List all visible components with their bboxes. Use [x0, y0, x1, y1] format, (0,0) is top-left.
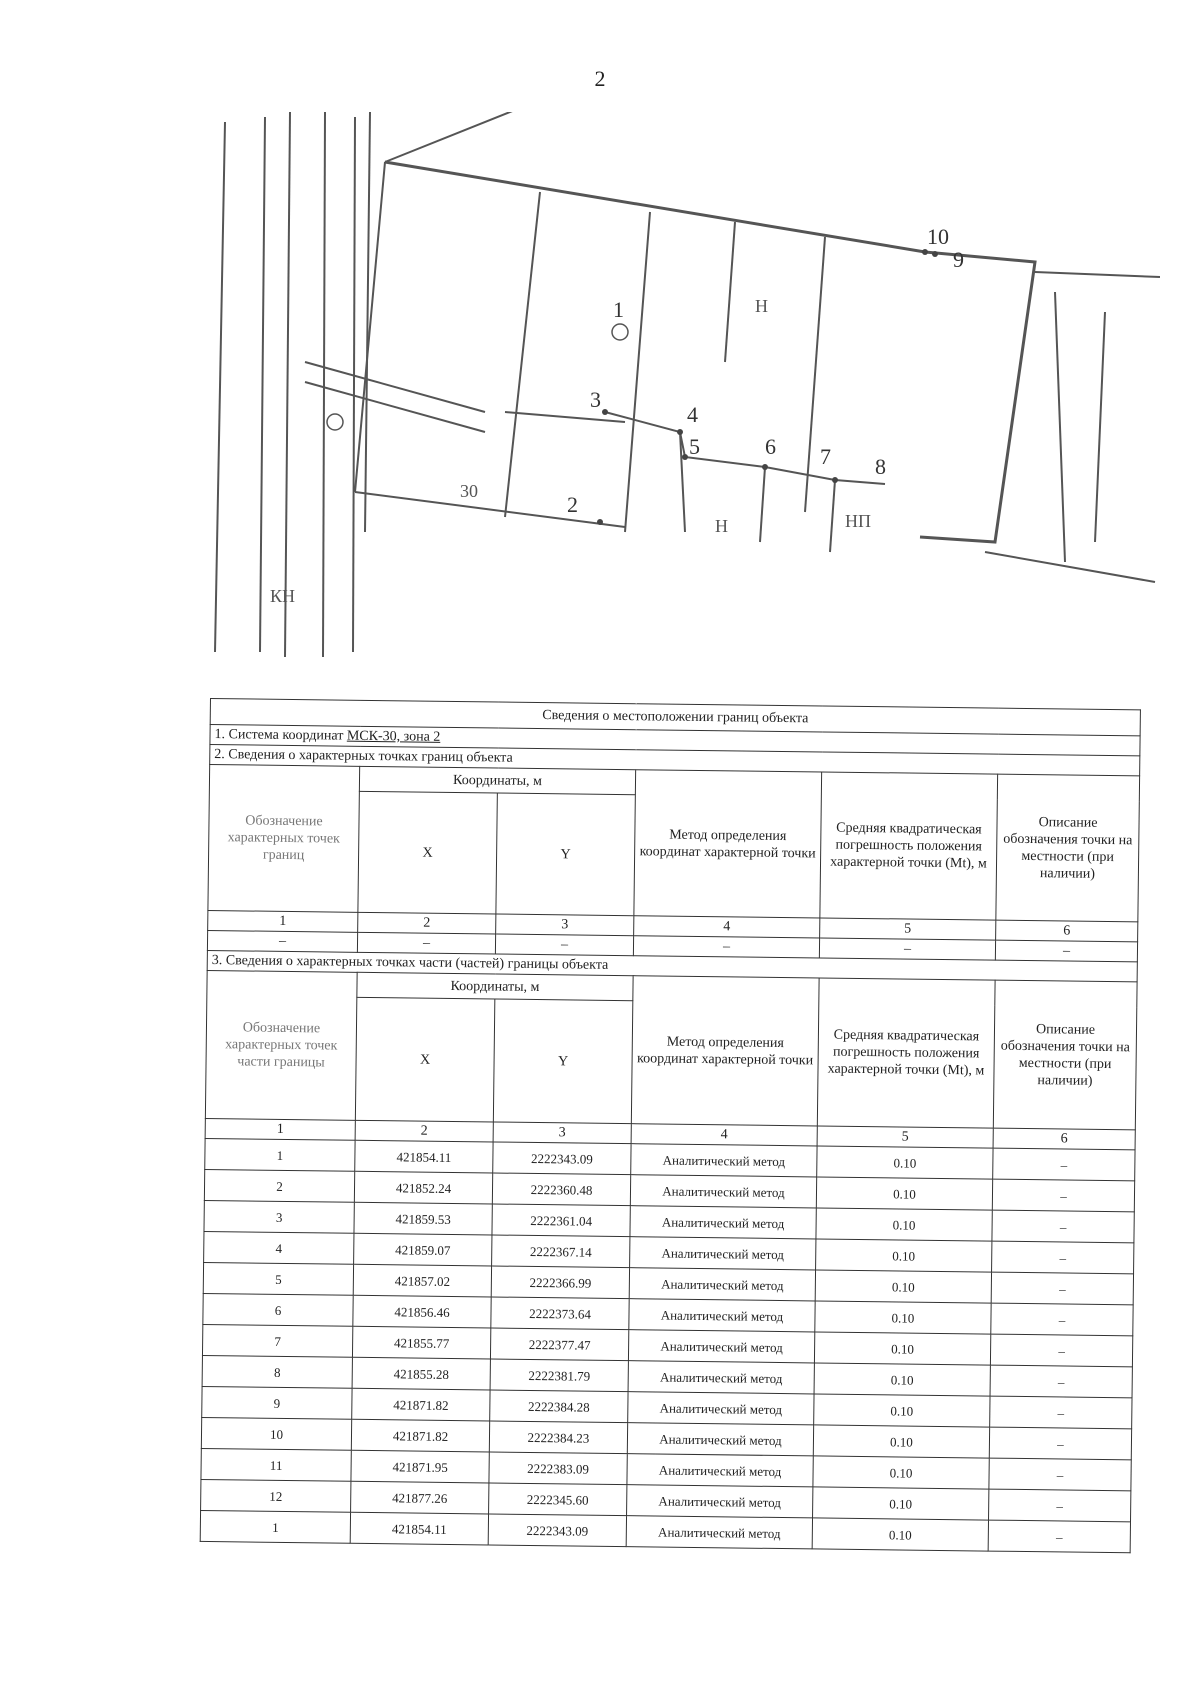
empty-cell: –	[207, 930, 357, 952]
y-coordinate: 2222360.48	[492, 1173, 630, 1206]
header-designation: Обозначение характерных точек границ	[208, 765, 360, 913]
y-coordinate: 2222361.04	[492, 1204, 630, 1237]
description-cell: –	[989, 1489, 1131, 1522]
accuracy-cell: 0.10	[814, 1332, 990, 1365]
map-annotation: КН	[270, 586, 296, 606]
empty-cell: –	[357, 932, 495, 954]
accuracy-cell: 0.10	[816, 1177, 992, 1210]
map-point-label: 9	[953, 247, 964, 272]
accuracy-cell: 0.10	[814, 1363, 990, 1396]
map-annotation: 30	[460, 481, 478, 501]
method-cell: Аналитический метод	[630, 1206, 816, 1239]
description-cell: –	[992, 1179, 1134, 1212]
col-number: 1	[208, 910, 358, 932]
point-number: 9	[202, 1386, 352, 1419]
y-coordinate: 2222343.09	[493, 1142, 631, 1175]
y-coordinate: 2222367.14	[492, 1235, 630, 1268]
x-coordinate: 421856.46	[353, 1295, 491, 1328]
map-point-label: 4	[687, 402, 698, 427]
description-cell: –	[990, 1365, 1132, 1398]
col-number: 1	[205, 1118, 355, 1140]
accuracy-cell: 0.10	[813, 1425, 989, 1458]
point-number: 6	[203, 1293, 353, 1326]
y-coordinate: 2222381.79	[490, 1359, 628, 1392]
header-method: Метод определения координат характерной точки	[634, 770, 822, 918]
x-coordinate: 421871.82	[352, 1388, 490, 1421]
col-number: 3	[496, 914, 634, 936]
header-x: X	[355, 997, 494, 1122]
map-point-label: 8	[875, 454, 886, 479]
point-number: 4	[204, 1231, 354, 1264]
accuracy-cell: 0.10	[813, 1487, 989, 1520]
description-cell: –	[989, 1458, 1131, 1491]
section-3-heading: 3. Сведения о характерных точках части (частей) границы объекта	[207, 950, 1137, 981]
table-title: Сведения о местоположении границ объекта	[210, 699, 1140, 736]
accuracy-cell: 0.10	[815, 1270, 991, 1303]
y-coordinate: 2222377.47	[490, 1328, 628, 1361]
y-coordinate: 2222383.09	[489, 1452, 627, 1485]
point-number: 7	[202, 1324, 352, 1357]
accuracy-cell: 0.10	[815, 1301, 991, 1334]
section-2-heading: 2. Сведения о характерных точках границ объекта	[210, 745, 1140, 776]
description-cell: –	[990, 1396, 1132, 1429]
description-cell: –	[992, 1210, 1134, 1243]
point-number: 12	[201, 1479, 351, 1512]
col-number: 2	[358, 912, 496, 934]
method-cell: Аналитический метод	[630, 1237, 816, 1270]
map-annotation: Н	[755, 296, 768, 316]
empty-cell: –	[995, 940, 1137, 962]
method-cell: Аналитический метод	[630, 1175, 816, 1208]
method-cell: Аналитический метод	[628, 1361, 814, 1394]
x-coordinate: 421854.11	[355, 1140, 493, 1173]
empty-cell: –	[819, 938, 995, 960]
point-number: 2	[204, 1169, 354, 1202]
accuracy-cell: 0.10	[816, 1239, 992, 1272]
col-number: 5	[817, 1126, 993, 1148]
point-number: 11	[201, 1448, 351, 1481]
col-number: 6	[996, 920, 1138, 942]
point-number: 8	[202, 1355, 352, 1388]
cadastral-map	[205, 112, 1160, 667]
x-coordinate: 421852.24	[354, 1171, 492, 1204]
x-coordinate: 421871.82	[351, 1419, 489, 1452]
point-number: 1	[205, 1138, 355, 1171]
method-cell: Аналитический метод	[626, 1516, 812, 1549]
map-annotation: Н	[715, 516, 728, 536]
x-coordinate: 421877.26	[351, 1481, 489, 1514]
x-coordinate: 421857.02	[353, 1264, 491, 1297]
empty-cell: –	[633, 936, 819, 958]
x-coordinate: 421859.53	[354, 1202, 492, 1235]
accuracy-cell: 0.10	[814, 1394, 990, 1427]
point-number: 10	[201, 1417, 351, 1450]
col-number: 4	[634, 916, 820, 938]
x-coordinate: 421855.28	[352, 1357, 490, 1390]
description-cell: –	[989, 1427, 1131, 1460]
header-description: Описание обозначения точки на местности (при наличии)	[993, 980, 1137, 1130]
empty-cell: –	[495, 934, 633, 956]
point-number: 5	[203, 1262, 353, 1295]
description-cell: –	[988, 1520, 1130, 1553]
method-cell: Аналитический метод	[628, 1330, 814, 1363]
map-point-label: 5	[689, 434, 700, 459]
description-cell: –	[990, 1334, 1132, 1367]
x-coordinate: 421859.07	[354, 1233, 492, 1266]
y-coordinate: 2222384.23	[489, 1421, 627, 1454]
header-accuracy: Средняя квадратическая погрешность положения характерной точки (Mt), м	[817, 978, 995, 1128]
header-accuracy: Средняя квадратическая погрешность положения характерной точки (Mt), м	[820, 772, 998, 920]
header-coordinates: Координаты, м	[357, 972, 633, 1000]
header-x: X	[358, 791, 497, 914]
col-number: 2	[355, 1120, 493, 1142]
col-number: 3	[493, 1122, 631, 1144]
header-designation-part: Обозначение характерных точек части границы	[205, 970, 357, 1120]
col-number: 5	[820, 918, 996, 940]
y-coordinate: 2222384.28	[490, 1390, 628, 1423]
description-cell: –	[991, 1272, 1133, 1305]
description-cell: –	[991, 1303, 1133, 1336]
section1-value: МСК-30, зона 2	[346, 728, 441, 745]
accuracy-cell: 0.10	[812, 1518, 988, 1551]
map-point-label: 10	[927, 224, 949, 249]
method-cell: Аналитический метод	[628, 1392, 814, 1425]
header-coordinates: Координаты, м	[359, 766, 635, 794]
section1-prefix: 1. Система координат	[214, 727, 347, 744]
col-number: 6	[993, 1128, 1135, 1150]
x-coordinate: 421871.95	[351, 1450, 489, 1483]
map-point-label: 6	[765, 434, 776, 459]
map-point-label: 1	[613, 297, 624, 322]
description-cell: –	[992, 1241, 1134, 1274]
map-point-label: 3	[590, 387, 601, 412]
map-point-label: 7	[820, 444, 831, 469]
x-coordinate: 421855.77	[352, 1326, 490, 1359]
map-point-label: 2	[567, 492, 578, 517]
points-table-body	[200, 1138, 1135, 1552]
method-cell: Аналитический метод	[627, 1423, 813, 1456]
accuracy-cell: 0.10	[813, 1456, 989, 1489]
header-method: Метод определения координат характерной точки	[631, 976, 819, 1126]
point-number: 1	[200, 1510, 350, 1543]
col-number: 4	[631, 1124, 817, 1146]
boundary-info-table-block	[200, 698, 1140, 1553]
y-coordinate: 2222366.99	[491, 1266, 629, 1299]
y-coordinate: 2222345.60	[489, 1483, 627, 1516]
point-number: 3	[204, 1200, 354, 1233]
boundary-info-table	[200, 698, 1141, 1553]
method-cell: Аналитический метод	[629, 1268, 815, 1301]
map-annotation: НП	[845, 511, 871, 531]
header-description: Описание обозначения точки на местности (при наличии)	[996, 774, 1140, 922]
y-coordinate: 2222343.09	[488, 1514, 626, 1547]
method-cell: Аналитический метод	[629, 1299, 815, 1332]
page-number: 2	[594, 66, 606, 91]
accuracy-cell: 0.10	[817, 1146, 993, 1179]
description-cell: –	[993, 1148, 1135, 1181]
method-cell: Аналитический метод	[627, 1485, 813, 1518]
header-y: Y	[493, 999, 632, 1124]
accuracy-cell: 0.10	[816, 1208, 992, 1241]
y-coordinate: 2222373.64	[491, 1297, 629, 1330]
method-cell: Аналитический метод	[627, 1454, 813, 1487]
header-y: Y	[496, 793, 635, 916]
x-coordinate: 421854.11	[350, 1512, 488, 1545]
method-cell: Аналитический метод	[631, 1144, 817, 1177]
